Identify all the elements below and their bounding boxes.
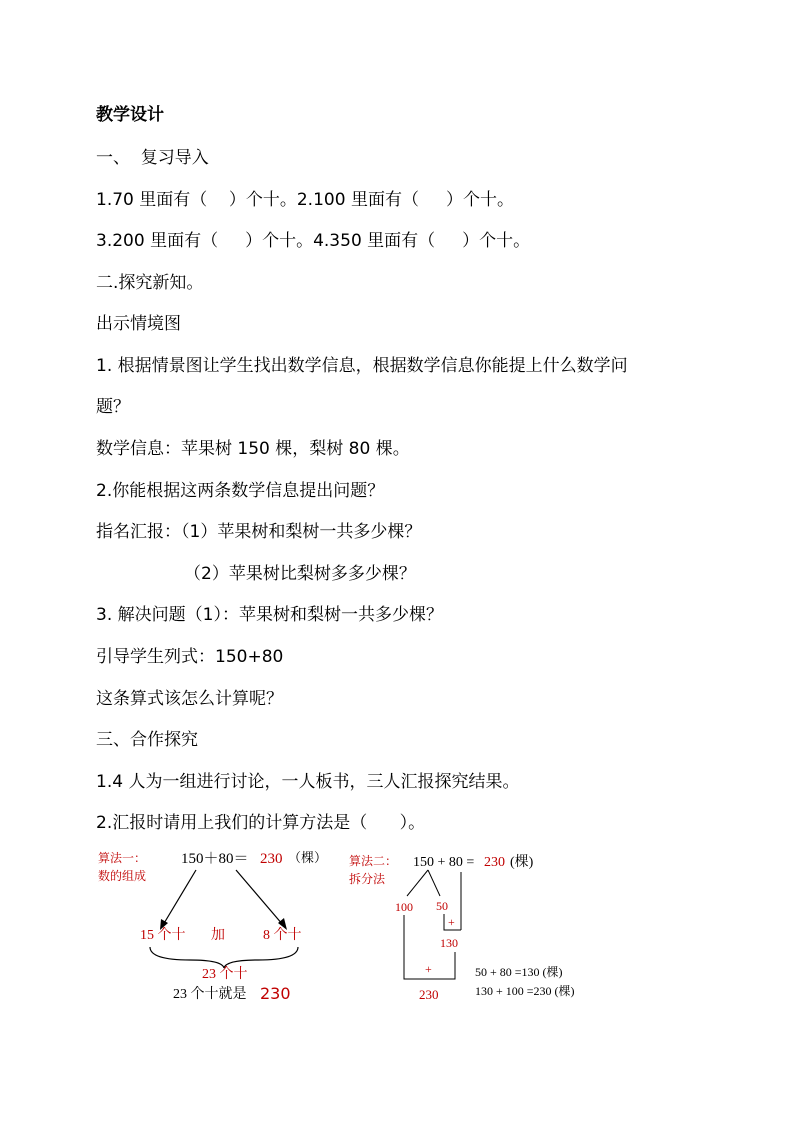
method1-label-1: 算法一： [98,851,147,865]
method1-equation-unit: （棵） [288,850,328,865]
method1-sum: 23 个十 [202,967,248,982]
method2-plus-1: + [448,915,455,929]
method2-split-left [407,870,428,896]
section-1-heading: 一、 复习导入 [96,148,209,168]
method1-arrow-right [236,870,283,925]
paragraph-3: 3. 解决问题（1）：苹果树和梨树一共多少棵？ [96,605,443,625]
paragraph-1a: 1. 根据情景图让学生找出数学信息，根据数学信息你能提上什么数学问 [96,356,628,376]
guide-text: 引导学生列式：150+80 [96,647,284,667]
method2-step-1: 50 + 80 =130 (棵) [475,965,563,979]
section-2-heading: 二.探究新知。 [96,273,204,293]
method2-final-result: 230 [419,987,439,1002]
review-question-1: 1.70 里面有（ ）个十。2.100 里面有（ ）个十。 [96,190,514,210]
method1-brace [150,947,298,968]
method1-conclusion-text: 23 个十就是 [173,987,247,1002]
method1-conclusion-value: 230 [260,984,291,1003]
method1-right-part: 8 个十 [263,928,302,943]
report-1: 指名汇报：（1）苹果树和梨树一共多少棵？ [96,522,422,542]
paragraph-1b: 题？ [96,397,130,417]
paragraph-2: 2.你能根据这两条数学信息提出问题？ [96,481,385,501]
doc-title: 教学设计 [96,105,164,125]
method2-equation-result: 230 [484,855,505,870]
method1-plus-word: 加 [211,928,225,943]
method2-part-100: 100 [395,900,413,914]
method1-equation-left: 150＋80＝ [181,851,249,867]
method2-plus-2: + [425,962,432,976]
how-calc-text: 这条算式该怎么计算呢？ [96,689,283,709]
method2-split-right [428,870,440,896]
report-2: （2）苹果树比梨树多多少棵？ [184,564,416,584]
method2-label-1: 算法二： [349,854,398,868]
method2-step-2: 130 + 100 =230 (棵) [475,984,575,998]
method1-label-2: 数的组成 [98,869,147,883]
math-info: 数学信息：苹果树 150 棵，梨树 80 棵。 [96,439,410,459]
cooperation-2: 2.汇报时请用上我们的计算方法是（ ）。 [96,813,426,833]
method2-equation-left: 150 + 80 = [413,855,475,870]
method2-equation-unit: (棵) [510,855,534,870]
method1-left-part: 15 个十 [140,928,186,943]
method2-label-2: 拆分法 [349,872,386,886]
section-3-heading: 三、合作探究 [96,730,198,750]
method1-arrow-left [163,870,196,925]
method2-mid-result: 130 [440,936,458,950]
method2-part-50: 50 [436,899,448,913]
cooperation-1: 1.4 人为一组进行讨论，一人板书，三人汇报探究结果。 [96,772,520,792]
review-question-2: 3.200 里面有（ ）个十。4.350 里面有（ ）个十。 [96,231,531,251]
scene-text: 出示情境图 [96,314,181,334]
method1-equation-result: 230 [260,851,283,867]
